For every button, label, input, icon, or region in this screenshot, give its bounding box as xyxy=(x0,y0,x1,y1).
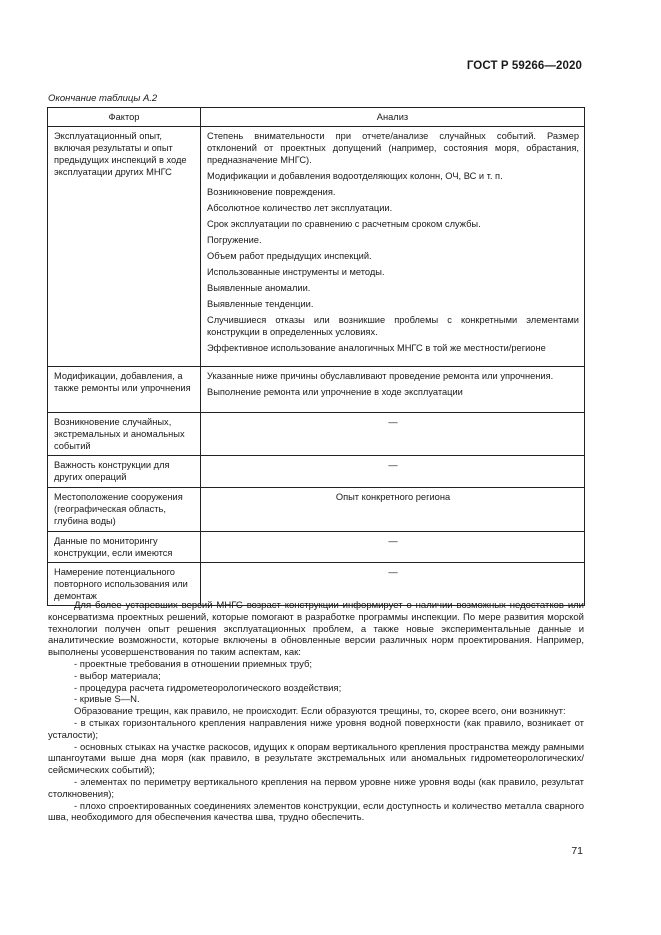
factor-cell: Данные по мониторингу конструкции, если имеются xyxy=(48,532,201,563)
analysis-item: Указанные ниже причины обуславливают проведение ремонта или упрочнения. xyxy=(207,371,554,381)
analysis-item: Эффективное использование аналогичных МНГС в той же местности/регионе xyxy=(207,343,546,353)
factor-cell: Намерение потенциального повторного использования или демонтаж xyxy=(48,563,201,606)
analysis-item: Модификации и добавления водоотделяющих колонн, ОЧ, ВС и т. п. xyxy=(207,171,503,181)
column-header-analysis: Анализ xyxy=(201,108,585,127)
factor-cell: Возникновение случайных, экстремальных и аномальных событий xyxy=(48,413,201,456)
paragraph: Для более устаревших версий МНГС возраст конструкции информирует о наличии возможных недостатков или консерватизма проектных решений, которые помогают в разработке программы инспекции. По мере развития морской технологии получен опыт решения эксплуатационных проблем, а также новые экспериментальные данные и аналитические возможности, которые включены в обновленные версии различных норм проектирования. Например, выполнены усовершенствования по таким аспектам, как: xyxy=(48,600,584,659)
list-item: - проектные требования в отношении приемных труб; xyxy=(74,658,313,670)
list-item: - плохо спроектированных соединениях элементов конструкции, если доступность и количество металла сварного шва, необходимого для обеспечения качества шва, трудно обеспечить. xyxy=(48,800,584,824)
factor-cell: Важность конструкции для других операций xyxy=(48,456,201,488)
analysis-item: Степень внимательности при отчете/анализе случайных событий. Размер отклонений от проектных допущений (например, состояния моря, обрастания, предназначение МНГС). xyxy=(207,131,579,165)
analysis-item: Выявленные тенденции. xyxy=(207,299,314,309)
table-row xyxy=(48,127,585,367)
table-row xyxy=(48,456,585,488)
analysis-item: Абсолютное количество лет эксплуатации. xyxy=(207,203,393,213)
list-item: - основных стыках на участке раскосов, идущих к опорам вертикального крепления пространства между рамными шпангоутами выше дна моря (как правило, в результате экстремальных или аномальных гидрометеорологических/сейсмических событий); xyxy=(48,741,584,777)
table-row xyxy=(48,532,585,563)
analysis-item: Выполнение ремонта или упрочнение в ходе эксплуатации xyxy=(207,387,463,397)
list-item: - выбор материала; xyxy=(74,670,161,682)
analysis-item: Использованные инструменты и методы. xyxy=(207,267,385,277)
analysis-cell: Опыт конкретного региона xyxy=(201,488,585,532)
analysis-cell xyxy=(201,127,585,367)
list-item: - кривые S—N. xyxy=(74,694,140,706)
table-row xyxy=(48,488,585,532)
table-row xyxy=(48,367,585,413)
analysis-item: Случившиеся отказы или возникшие проблемы с конкретными элементами конструкции в определенных условиях. xyxy=(207,315,579,337)
list-item: - процедура расчета гидрометеорологического воздействия; xyxy=(74,682,342,694)
analysis-cell xyxy=(201,367,585,413)
table-header-row xyxy=(48,108,585,127)
paragraph: Образование трещин, как правило, не происходит. Если образуются трещины, то, скорее всего, они возникнут: xyxy=(74,706,566,718)
table-caption: Окончание таблицы А.2 xyxy=(48,93,158,104)
analysis-item: Погружение. xyxy=(207,235,262,245)
column-header-factor: Фактор xyxy=(48,108,201,127)
body-text xyxy=(48,600,584,824)
factor-cell: Модификации, добавления, а также ремонты или упрочнения xyxy=(48,367,201,413)
analysis-cell: — xyxy=(201,563,585,606)
analysis-item: Возникновение повреждения. xyxy=(207,187,336,197)
factor-cell: Эксплуатационный опыт, включая результаты и опыт предыдущих инспекций в ходе эксплуатации других МНГС xyxy=(48,127,201,367)
analysis-item: Выявленные аномалии. xyxy=(207,283,311,293)
factor-cell: Местоположение сооружения (географическая область, глубина воды) xyxy=(48,488,201,532)
analysis-table xyxy=(47,107,585,606)
analysis-item: Срок эксплуатации по сравнению с расчетным сроком службы. xyxy=(207,219,481,229)
list-item: - в стыках горизонтального крепления направления ниже уровня водной поверхности (как правило, возникает от усталости); xyxy=(48,717,584,741)
analysis-cell: — xyxy=(201,413,585,456)
analysis-cell: — xyxy=(201,532,585,563)
page-number: 71 xyxy=(571,845,583,857)
document-id: ГОСТ Р 59266—2020 xyxy=(466,60,582,72)
analysis-cell: — xyxy=(201,456,585,488)
table-row xyxy=(48,413,585,456)
analysis-item: Объем работ предыдущих инспекций. xyxy=(207,251,372,261)
list-item: - элементах по периметру вертикального крепления на первом уровне ниже уровня воды (как правило, результат столкновения); xyxy=(48,776,584,800)
